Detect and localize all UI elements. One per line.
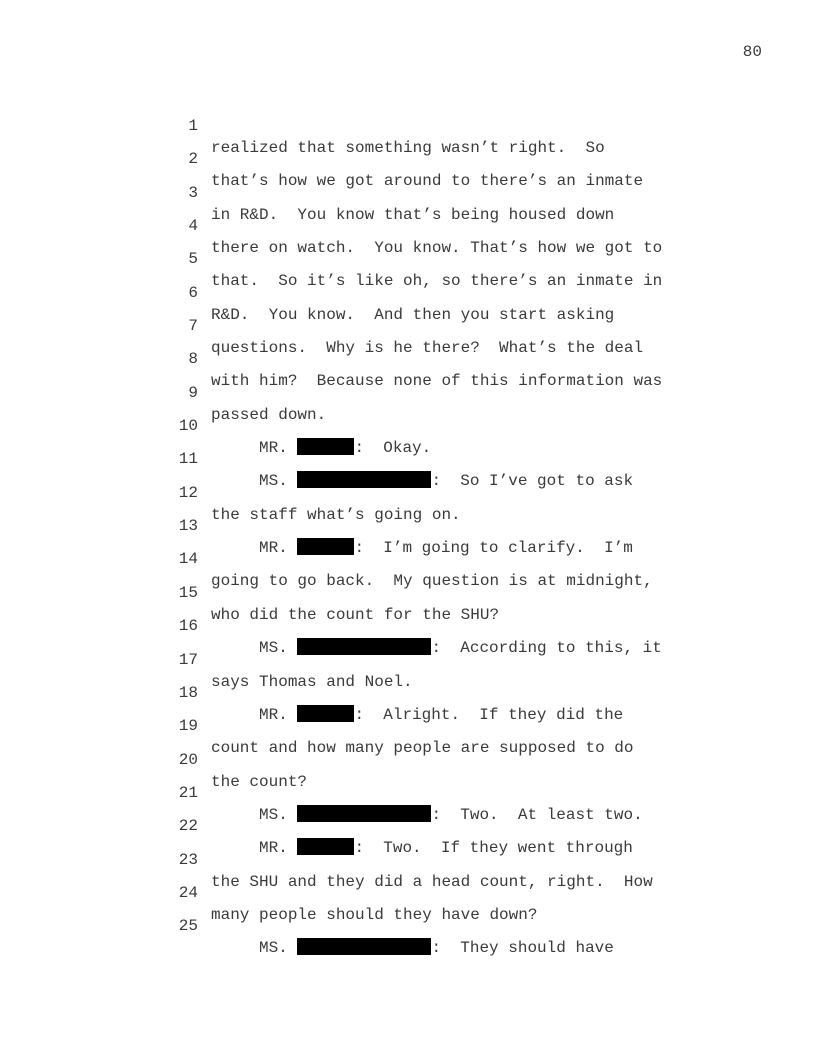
- speech-text: : I’m going to clarify. I’m: [354, 539, 633, 558]
- line-number: 12: [178, 483, 198, 502]
- line-number: 25: [178, 917, 198, 936]
- transcript-line: [0, 660, 816, 724]
- line-text: count and how many people are supposed to do: [211, 739, 634, 758]
- line-text: says Thomas and Noel.: [211, 672, 413, 691]
- speech-text: : They should have: [431, 939, 614, 958]
- transcript-line: [0, 793, 816, 858]
- transcript-line: [0, 126, 816, 191]
- page-number: 80: [742, 43, 762, 61]
- speech-text: : According to this, it: [431, 639, 662, 658]
- line-text: the count?: [211, 772, 308, 791]
- speaker-title: MR.: [259, 539, 288, 558]
- speaker-title: MS.: [259, 472, 288, 491]
- line-number: 4: [188, 217, 198, 236]
- transcript-line: [0, 326, 816, 391]
- line-number: 6: [188, 283, 198, 302]
- transcript-line: [0, 627, 816, 691]
- line-number: 17: [178, 650, 198, 669]
- line-number: 15: [178, 583, 198, 602]
- line-number: 20: [178, 750, 198, 769]
- transcript-line: [0, 293, 816, 358]
- transcript-line: [0, 393, 816, 458]
- line-number: 24: [178, 883, 198, 902]
- line-text: passed down.: [211, 405, 327, 424]
- line-text: questions. Why is he there? What’s the deal: [211, 339, 644, 358]
- line-text: R&D. You know. And then you start asking: [211, 305, 615, 324]
- line-number: 23: [178, 850, 198, 869]
- transcript-line: [0, 727, 816, 791]
- redaction-box: [297, 938, 431, 955]
- transcript-line: [0, 693, 816, 758]
- speaker-title: MR.: [259, 705, 288, 724]
- line-text: in R&D. You know that’s being housed down: [211, 205, 615, 224]
- line-text: the SHU and they did a head count, right. How: [211, 872, 653, 891]
- line-text: many people should they have down?: [211, 905, 538, 924]
- line-text: realized that something wasn’t right. So: [211, 139, 605, 157]
- speaker-title: MS.: [259, 639, 288, 658]
- line-number: 16: [178, 617, 198, 636]
- line-number: 8: [188, 350, 198, 369]
- transcript-line: [0, 460, 816, 524]
- line-number: 10: [178, 417, 198, 436]
- line-text: with him? Because none of this information was: [211, 372, 663, 391]
- transcript-line: [0, 193, 816, 258]
- transcript-line: [0, 893, 816, 958]
- speaker-title: MS.: [259, 805, 288, 824]
- line-text: going to go back. My question is at midnight,: [211, 572, 653, 591]
- transcript-line: [0, 860, 816, 924]
- transcript-line: [0, 93, 816, 157]
- line-number: 2: [188, 150, 198, 169]
- transcript-line: [0, 593, 816, 658]
- line-text: there on watch. You know. That’s how we got to: [211, 239, 663, 258]
- transcript-line: [0, 426, 816, 491]
- speaker-title: MR.: [259, 839, 288, 858]
- line-number: 9: [188, 383, 198, 402]
- speaker-line-text: [211, 937, 614, 959]
- line-number: 7: [188, 317, 198, 336]
- line-number: 1: [188, 117, 198, 135]
- transcript-line: [0, 226, 816, 291]
- line-number: 13: [178, 517, 198, 536]
- speaker-title: MS.: [259, 939, 288, 958]
- line-text: that. So it’s like oh, so there’s an inmate in: [211, 272, 663, 291]
- speech-text: : So I’ve got to ask: [431, 472, 634, 491]
- line-number: 21: [178, 783, 198, 802]
- speech-text: : Alright. If they did the: [354, 705, 624, 724]
- speech-text: : Two. If they went through: [354, 839, 633, 858]
- line-text: who did the count for the SHU?: [211, 605, 500, 624]
- transcript-line: [0, 760, 816, 824]
- line-text: the staff what’s going on.: [211, 505, 461, 524]
- transcript-line: [0, 360, 816, 424]
- transcript-line: [0, 260, 816, 324]
- transcript-line: [0, 526, 816, 591]
- transcript-body: [0, 93, 816, 958]
- transcript-line: [0, 493, 816, 558]
- speaker-title: MR.: [259, 439, 288, 458]
- line-number: 22: [178, 817, 198, 836]
- line-number: 18: [178, 683, 198, 702]
- transcript-line: [0, 827, 816, 891]
- transcript-line: [0, 560, 816, 624]
- line-number: 19: [178, 717, 198, 736]
- line-number: 3: [188, 183, 198, 202]
- line-number: 11: [178, 450, 198, 469]
- line-text: that’s how we got around to there’s an inmate: [211, 172, 644, 191]
- speech-text: : Two. At least two.: [431, 805, 643, 824]
- line-number: 5: [188, 250, 198, 269]
- transcript-line: [0, 160, 816, 224]
- speech-text: : Okay.: [354, 439, 432, 458]
- line-number: 14: [178, 550, 198, 569]
